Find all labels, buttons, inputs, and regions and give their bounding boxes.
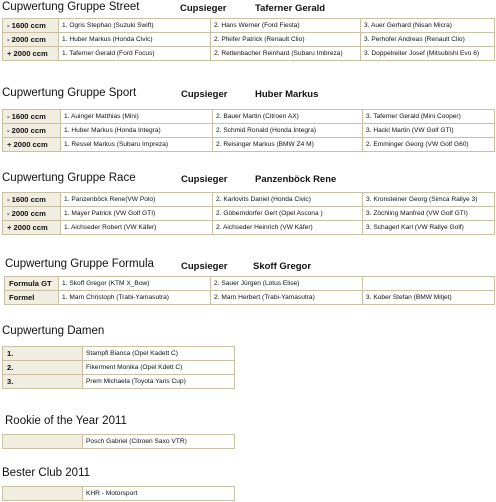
table-row <box>3 138 495 152</box>
result-cell: 3. Doppelreiter Josef (Mitsubishi Evo 6) <box>361 47 495 61</box>
section-title-rookie: Rookie of the Year 2011 <box>5 415 127 427</box>
category-cell: Formula GT <box>5 277 59 291</box>
table-row <box>3 487 235 501</box>
result-cell: 3. Taferner Gerald (Mini Cooper) <box>363 110 495 124</box>
result-cell: 2. Reisinger Markus (BMW Z4 M) <box>213 138 363 152</box>
result-cell: 2. Sauer Jürgen (Lotus Elise) <box>211 277 363 291</box>
result-cell <box>363 277 495 291</box>
result-cell: Posch Gabriel (Citroen Saxo VTR) <box>83 435 235 449</box>
results-table-sport <box>2 109 495 152</box>
result-cell: 2. Marn Herbert (Trabi-Yamasutra) <box>211 291 363 305</box>
place-cell: 3. <box>3 375 83 389</box>
result-cell: 2. Aichseder Heinrich (VW Käfer) <box>213 221 363 235</box>
result-cell: 1. Aichseder Robert (VW Käfer) <box>61 221 213 235</box>
table-row <box>3 347 235 361</box>
result-cell: 3. Kober Stefan (BMW Mitjet) <box>363 291 495 305</box>
cupsieger-label-street: Cupsieger <box>180 3 227 14</box>
result-cell: 1. Panzenböck Rene(VW Polo) <box>61 193 213 207</box>
cupsieger-name-formula: Skoff Gregor <box>253 261 312 272</box>
table-row <box>3 110 495 124</box>
result-cell: 2. Pfeifer Patrick (Renault Clio) <box>211 33 361 47</box>
section-title-formula: Cupwertung Gruppe Formula <box>5 258 154 270</box>
place-cell: 1. <box>3 347 83 361</box>
cupsieger-label-formula: Cupsieger <box>181 261 228 272</box>
result-cell: Prem Michaela (Toyota Yaris Cup) <box>83 375 235 389</box>
table-row <box>3 19 495 33</box>
category-cell: - 1600 ccm <box>3 110 61 124</box>
result-cell: 1. Taferner Gerald (Ford Focus) <box>59 47 211 61</box>
result-cell: 3. Kronsteiner Georg (Simca Rallye 3) <box>363 193 495 207</box>
results-table-race <box>2 192 495 235</box>
table-row <box>3 221 495 235</box>
place-cell <box>3 435 83 449</box>
result-cell: 1. Huber Markus (Honda Integra) <box>61 124 213 138</box>
result-cell: 2. Hans Werner (Ford Fiesta) <box>211 19 361 33</box>
result-cell: Stampfl Bianca (Opel Kadett C) <box>83 347 235 361</box>
section-title-sport: Cupwertung Gruppe Sport <box>2 87 137 99</box>
category-cell: - 2000 ccm <box>3 33 59 47</box>
table-row <box>3 47 495 61</box>
section-title-club: Bester Club 2011 <box>2 467 91 479</box>
results-table-club <box>2 486 235 501</box>
result-cell: 2. Schmid Ronald (Honda Integra) <box>213 124 363 138</box>
category-cell: Formel <box>5 291 59 305</box>
results-table-street <box>2 18 495 61</box>
results-table-rookie <box>2 434 235 449</box>
table-row <box>3 193 495 207</box>
place-cell <box>3 487 83 501</box>
category-cell: + 2000 ccm <box>3 138 61 152</box>
category-cell: - 2000 ccm <box>3 124 61 138</box>
table-row <box>3 361 235 375</box>
result-cell: 2. Rettenbacher Reinhard (Subaru Imbreza) <box>211 47 361 61</box>
results-table-formula <box>4 276 495 305</box>
result-cell: KHR - Motorsport <box>83 487 235 501</box>
result-cell: 3. Perhofer Andreas (Renault Clio) <box>361 33 495 47</box>
result-cell: 1. Auinger Matthias (Mini) <box>61 110 213 124</box>
section-title-street: Cupwertung Gruppe Street <box>2 1 140 13</box>
table-row <box>3 375 235 389</box>
category-cell: + 2000 ccm <box>3 221 61 235</box>
table-row <box>3 207 495 221</box>
result-cell: 1. Skoff Gregor (KTM X_Bow) <box>59 277 211 291</box>
results-table-damen <box>2 346 235 389</box>
result-cell: 3. Hackl Martin (VW Golf GTI) <box>363 124 495 138</box>
cupsieger-name-race: Panzenböck Rene <box>255 174 337 185</box>
result-cell: 2. Bauer Martin (Citroen AX) <box>213 110 363 124</box>
cupsieger-name-street: Taferner Gerald <box>255 3 326 14</box>
result-cell: 1. Marn Christoph (Trabi-Yamasutra) <box>59 291 211 305</box>
result-cell: Fikerment Monika (Opel Kdett C) <box>83 361 235 375</box>
cupsieger-name-sport: Huber Markus <box>255 89 319 100</box>
category-cell: + 2000 ccm <box>3 47 59 61</box>
result-cell: 1. Ogris Stephan (Suzuki Swift) <box>59 19 211 33</box>
result-cell: 2. Emminger Georg (VW Golf G60) <box>363 138 495 152</box>
category-cell: - 1600 ccm <box>3 19 59 33</box>
table-row <box>3 124 495 138</box>
result-cell: 1. Mayer Patrick (VW Golf GTI) <box>61 207 213 221</box>
cupsieger-label-race: Cupsieger <box>181 174 228 185</box>
section-title-race: Cupwertung Gruppe Race <box>2 172 136 184</box>
table-row <box>3 435 235 449</box>
result-cell: 2. Göberndorfer Gert (Opel Ascona ) <box>213 207 363 221</box>
cupsieger-label-sport: Cupsieger <box>181 89 228 100</box>
result-cell: 2. Karlovits Daniel (Honda Civic) <box>213 193 363 207</box>
table-row <box>5 277 495 291</box>
table-row <box>3 33 495 47</box>
category-cell: - 1600 ccm <box>3 193 61 207</box>
result-cell: 3. Zöchling Manfred (VW Golf GTI) <box>363 207 495 221</box>
place-cell: 2. <box>3 361 83 375</box>
result-cell: 1. Huber Markus (Honda Civic) <box>59 33 211 47</box>
result-cell: 3. Schagerl Karl (VW Rallye Golf) <box>363 221 495 235</box>
table-row <box>5 291 495 305</box>
category-cell: - 2000 ccm <box>3 207 61 221</box>
section-title-damen: Cupwertung Damen <box>2 325 105 337</box>
result-cell: 1. Ressel Markus (Subaru Impreza) <box>61 138 213 152</box>
result-cell: 3. Auer Gerhard (Nisan Micra) <box>361 19 495 33</box>
